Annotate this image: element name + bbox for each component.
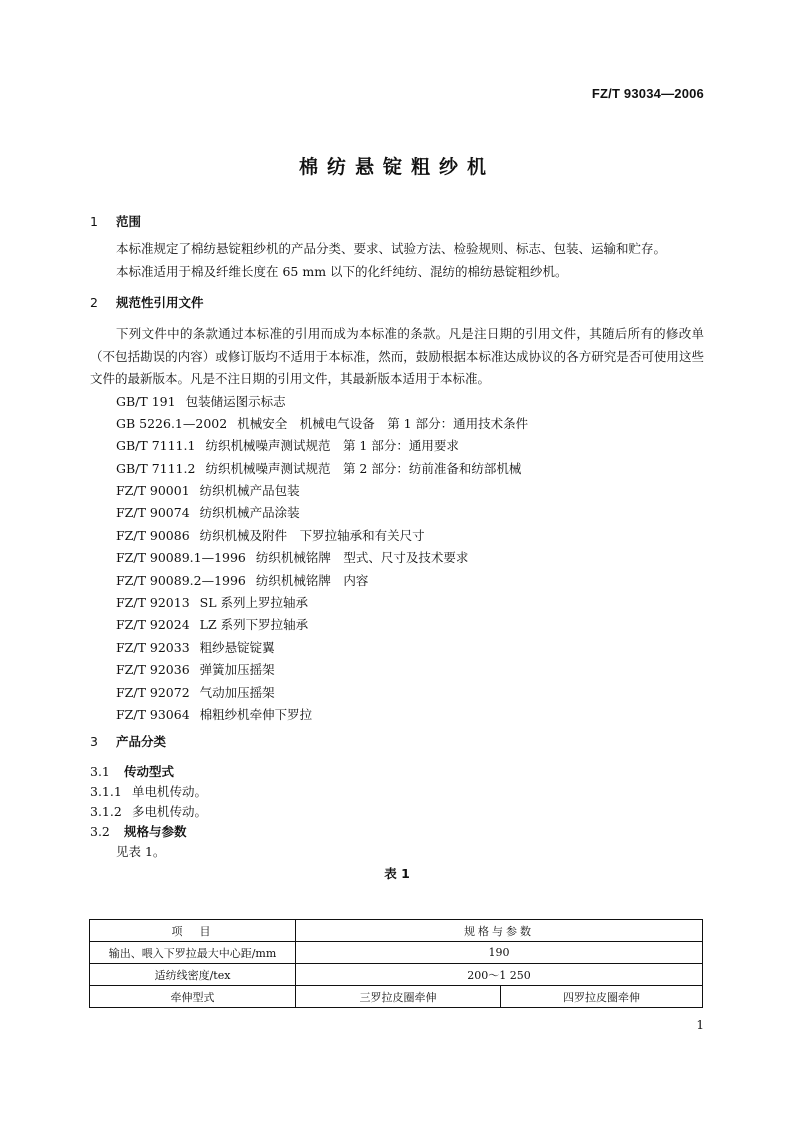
document-body <box>90 212 704 884</box>
reference-item <box>90 480 704 502</box>
section-text: 多电机传动。 <box>132 804 208 820</box>
section-number: 2 <box>90 295 98 310</box>
table-row <box>90 986 703 1008</box>
table-cell-item: 适纺线密度/tex <box>90 964 296 986</box>
section-title: 传动型式 <box>124 764 175 780</box>
reference-title: 纺织机械噪声测试规范 第 2 部分：纺前准备和纺部机械 <box>205 460 522 476</box>
section-number: 3.1.2 <box>90 804 122 820</box>
reference-item <box>90 413 704 435</box>
table-cell-item: 牵伸型式 <box>90 986 296 1008</box>
reference-title: 纺织机械产品涂装 <box>199 505 300 521</box>
reference-item <box>90 637 704 659</box>
section-number: 1 <box>90 214 98 229</box>
section-text: 单电机传动。 <box>132 784 208 800</box>
section-3-heading <box>90 732 704 752</box>
table-cell-item: 输出、喂入下罗拉最大中心距/mm <box>90 942 296 964</box>
table-row <box>90 942 703 964</box>
reference-code: GB/T 7111.2 <box>116 460 196 476</box>
reference-item <box>90 435 704 457</box>
reference-title: SL 系列上罗拉轴承 <box>199 595 308 611</box>
scope-paragraph-1: 本标准规定了棉纺悬锭粗纱机的产品分类、要求、试验方法、检验规则、标志、包装、运输和贮存。 <box>116 241 667 256</box>
section-3-1-2 <box>90 802 704 822</box>
section-title: 产品分类 <box>116 734 167 750</box>
table-caption: 表 1 <box>384 866 410 882</box>
reference-code: FZ/T 92072 <box>116 684 190 700</box>
reference-item <box>90 458 704 480</box>
table-row <box>90 964 703 986</box>
section-number: 3.2 <box>90 824 110 840</box>
reference-item <box>90 502 704 524</box>
reference-code: GB 5226.1—2002 <box>116 415 228 431</box>
reference-title: 机械安全 机械电气设备 第 1 部分：通用技术条件 <box>237 415 529 431</box>
reference-title: 纺织机械产品包装 <box>199 483 300 499</box>
reference-code: FZ/T 92036 <box>116 662 190 678</box>
reference-title: 纺织机械铭牌 内容 <box>255 572 369 588</box>
reference-item <box>90 704 704 726</box>
reference-item <box>90 614 704 636</box>
section-number: 3.1 <box>90 764 110 780</box>
reference-code: GB/T 7111.1 <box>116 438 196 454</box>
reference-code: FZ/T 92024 <box>116 617 190 633</box>
table-cell-value: 四罗拉皮圈牵伸 <box>501 986 703 1008</box>
reference-title: 包装储运图示标志 <box>185 393 286 409</box>
table-header-row <box>90 920 703 942</box>
section-3-1-heading <box>90 762 704 782</box>
reference-title: 纺织机械及附件 下罗拉轴承和有关尺寸 <box>199 527 425 543</box>
spec-table <box>89 919 703 1008</box>
section-2-heading <box>90 293 704 313</box>
reference-code: FZ/T 90089.1—1996 <box>116 550 246 566</box>
reference-code: FZ/T 92033 <box>116 639 190 655</box>
standard-number: FZ/T 93034—2006 <box>591 86 704 101</box>
reference-item <box>90 682 704 704</box>
reference-code: GB/T 191 <box>116 393 176 409</box>
reference-code: FZ/T 92013 <box>116 595 190 611</box>
section-number: 3 <box>90 734 98 750</box>
reference-title: 棉粗纱机牵伸下罗拉 <box>199 706 313 722</box>
reference-code: FZ/T 90074 <box>116 505 190 521</box>
section-title: 范围 <box>116 214 142 229</box>
references-intro: 下列文件中的条款通过本标准的引用而成为本标准的条款。凡是注日期的引用文件，其随后所有的修改单（不包括勘误的内容）或修订版均不适用于本标准，然而，鼓励根据本标准达成协议的各方研究是否可使用这些文件的最新版本。凡是不注日期的引用文件，其最新版本适用于本标准。 <box>90 326 704 386</box>
section-1-heading <box>90 212 704 232</box>
reference-item <box>90 391 704 413</box>
reference-title: 弹簧加压摇架 <box>199 662 275 678</box>
section-3-1-1 <box>90 782 704 802</box>
reference-item <box>90 659 704 681</box>
section-title: 规格与参数 <box>124 824 187 840</box>
section-number: 3.1.1 <box>90 784 122 800</box>
reference-title: 纺织机械噪声测试规范 第 1 部分：通用要求 <box>205 438 459 454</box>
reference-list <box>90 391 704 727</box>
reference-item <box>90 525 704 547</box>
scope-paragraph-2: 本标准适用于棉及纤维长度在 65 mm 以下的化纤纯纺、混纺的棉纺悬锭粗纱机。 <box>116 263 568 279</box>
table-header-value: 规格与参数 <box>296 920 703 942</box>
page-number: 1 <box>696 1018 704 1032</box>
reference-item <box>90 570 704 592</box>
reference-item <box>90 547 704 569</box>
reference-item <box>90 592 704 614</box>
reference-code: FZ/T 90086 <box>116 527 190 543</box>
section-3-2-heading <box>90 822 704 842</box>
table-cell-value: 190 <box>296 942 703 964</box>
table-cell-value: 三罗拉皮圈牵伸 <box>296 986 501 1008</box>
document-title: 棉纺悬锭粗纱机 <box>298 156 495 178</box>
reference-title: 纺织机械铭牌 型式、尺寸及技术要求 <box>255 550 469 566</box>
reference-title: LZ 系列下罗拉轴承 <box>199 617 309 633</box>
reference-code: FZ/T 90089.2—1996 <box>116 572 246 588</box>
table-cell-value: 200～1 250 <box>296 964 703 986</box>
table-header-item: 项 目 <box>90 920 296 942</box>
section-3-2-text: 见表 1。 <box>116 844 166 860</box>
reference-code: FZ/T 93064 <box>116 706 190 722</box>
reference-title: 粗纱悬锭锭翼 <box>199 639 275 655</box>
reference-title: 气动加压摇架 <box>199 684 275 700</box>
section-title: 规范性引用文件 <box>116 295 204 310</box>
reference-code: FZ/T 90001 <box>116 483 190 499</box>
